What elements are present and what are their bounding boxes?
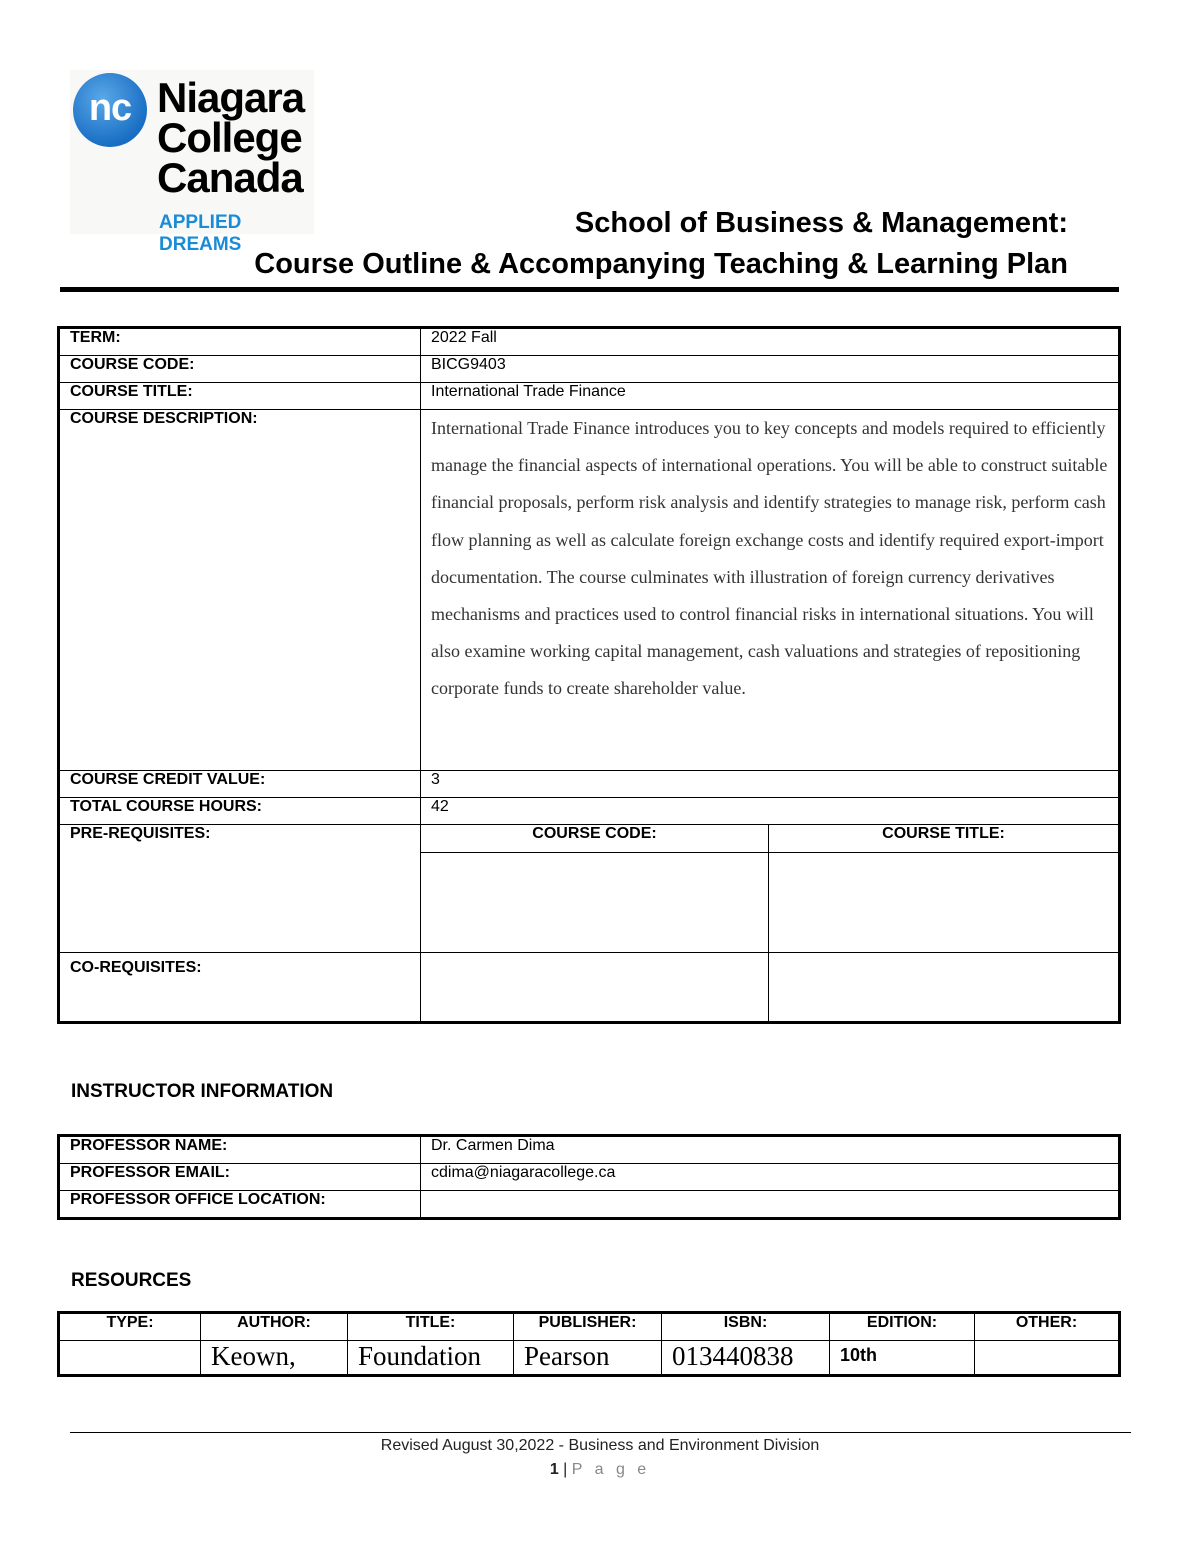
footer-rule [70, 1432, 1131, 1433]
table-row [60, 771, 1119, 798]
table-row [60, 356, 1119, 383]
course-info-table [59, 328, 1119, 1022]
table-row [60, 410, 1119, 771]
table-row [60, 1341, 1119, 1375]
instructor-heading: INSTRUCTOR INFORMATION [71, 1081, 334, 1102]
professor-name-label: PROFESSOR NAME: [60, 1137, 421, 1164]
column-header: AUTHOR: [201, 1314, 348, 1341]
professor-email-value[interactable]: cdima@niagaracollege.ca [421, 1164, 1119, 1191]
coreq-code-cell [421, 953, 769, 1022]
column-header: TITLE: [348, 1314, 514, 1341]
course-description-label: COURSE DESCRIPTION: [60, 410, 421, 771]
coreq-title-cell [769, 953, 1119, 1022]
prereq-title-cell [769, 853, 1119, 953]
resource-other [975, 1341, 1119, 1375]
instructor-table [59, 1136, 1119, 1218]
footer-revised: Revised August 30,2022 - Business and Environment Division [380, 1437, 820, 1454]
credit-label: COURSE CREDIT VALUE: [60, 771, 421, 798]
resources-table [59, 1313, 1119, 1375]
logo-wordmark [157, 74, 305, 201]
logo-line: Niagara [157, 74, 305, 121]
hours-value: 42 [421, 798, 1119, 825]
coreq-label: CO-REQUISITES: [60, 953, 421, 1022]
term-label: TERM: [60, 329, 421, 356]
logo-tagline: APPLIED DREAMS [159, 212, 242, 255]
logo-line: Canada [157, 154, 303, 201]
hours-label: TOTAL COURSE HOURS: [60, 798, 421, 825]
resource-isbn: 013440838 [662, 1341, 830, 1375]
column-header: OTHER: [975, 1314, 1119, 1341]
office-location-value [421, 1191, 1119, 1218]
course-code-label: COURSE CODE: [60, 356, 421, 383]
professor-email-label: PROFESSOR EMAIL: [60, 1164, 421, 1191]
resources-heading: RESOURCES [71, 1270, 192, 1291]
column-header: PUBLISHER: [514, 1314, 662, 1341]
column-header: ISBN: [662, 1314, 830, 1341]
logo-line: College [157, 114, 302, 161]
page-label: P a g e [571, 1461, 651, 1478]
term-value: 2022 Fall [421, 329, 1119, 356]
niagara-college-logo [70, 70, 314, 255]
course-title-value: International Trade Finance [421, 383, 1119, 410]
table-row [60, 1191, 1119, 1218]
office-location-label: PROFESSOR OFFICE LOCATION: [60, 1191, 421, 1218]
column-header: TYPE: [60, 1314, 201, 1341]
professor-name-value: Dr. Carmen Dima [421, 1137, 1119, 1164]
column-header: EDITION: [830, 1314, 975, 1341]
document-title: Course Outline & Accompanying Teaching & Learning Plan [254, 248, 1068, 280]
resource-title: Foundation [348, 1341, 514, 1375]
course-description-value: International Trade Finance introduces you to key concepts and models required to efficiently manage the financial aspects of international operations. You will be able to construct suitable financial proposals, perform risk analysis and identify strategies to manage risk, perform cash flow planning as well as calculate foreign exchange costs and identify required export-import documentation. The course culminates with illustration of foreign currency derivatives mechanisms and practices used to control financial risks in international situations. You will also examine working capital management, cash valuations and strategies of repositioning corporate funds to create shareholder value. [421, 410, 1119, 771]
table-row [60, 825, 1119, 853]
table-row [60, 798, 1119, 825]
table-row [60, 953, 1119, 1022]
prereq-code-header: COURSE CODE: [421, 825, 769, 853]
credit-value: 3 [421, 771, 1119, 798]
table-row [60, 383, 1119, 410]
resources-header-row [60, 1314, 1119, 1341]
page-indicator: 1 | P a g e [549, 1461, 651, 1478]
page-number: 1 [549, 1461, 559, 1478]
table-row [60, 1137, 1119, 1164]
header-rule [60, 287, 1119, 292]
table-row [60, 329, 1119, 356]
course-code-value: BICG9403 [421, 356, 1119, 383]
prereq-code-cell [421, 853, 769, 953]
prereq-title-header: COURSE TITLE: [769, 825, 1119, 853]
resource-type [60, 1341, 201, 1375]
course-title-label: COURSE TITLE: [60, 383, 421, 410]
resource-edition: 10th [830, 1341, 975, 1375]
school-heading: School of Business & Management: [574, 207, 1068, 239]
table-row [60, 1164, 1119, 1191]
prereq-label: PRE-REQUISITES: [60, 825, 421, 953]
resource-author: Keown, [201, 1341, 348, 1375]
resource-publisher: Pearson [514, 1341, 662, 1375]
nc-badge: nc [73, 73, 147, 147]
